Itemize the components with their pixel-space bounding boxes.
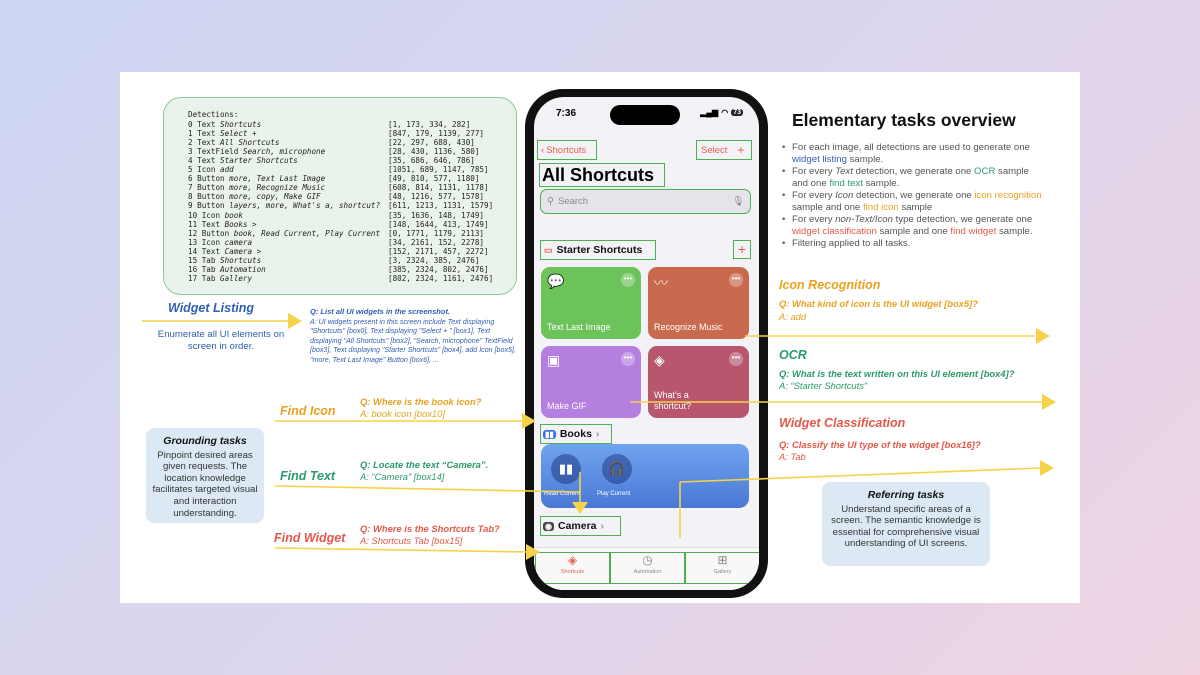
detection-type: Text <box>201 246 221 256</box>
clock-icon: ◷ <box>642 553 653 567</box>
detection-id: 10 <box>188 210 198 220</box>
detection-id: 3 <box>188 146 193 156</box>
detection-id: 17 <box>188 274 198 284</box>
detection-name: All Shortcuts <box>220 137 280 147</box>
detection-type: Icon <box>201 210 221 220</box>
detection-box: [611, 1213, 1131, 1579] <box>388 201 494 211</box>
detection-box: [3, 2324, 385, 2476] <box>388 256 480 265</box>
find-icon-label: Find Icon <box>280 404 336 418</box>
arrow-find-widget <box>275 548 530 552</box>
detection-id: 9 <box>188 201 193 211</box>
detection-type: Text <box>201 219 221 229</box>
books-label: Books <box>559 428 592 440</box>
arrowhead <box>522 413 536 429</box>
detection-name: Automation <box>220 265 266 275</box>
overview-bullet-hl2: find text <box>829 178 863 189</box>
more-icon[interactable]: ••• <box>621 352 635 366</box>
tab-label: Gallery <box>713 569 732 575</box>
book-icon: ▮▮ <box>545 429 554 439</box>
book-icon[interactable]: ▮▮ <box>551 454 581 484</box>
detection-id: 5 <box>188 165 193 175</box>
detection-id: 8 <box>188 192 193 202</box>
detection-box: [148, 1644, 413, 1749] <box>388 219 489 229</box>
detection-id: 1 <box>188 128 193 138</box>
chevron-left-icon: ‹ <box>541 144 545 156</box>
detection-name: layers, more, What's a, shortcut? <box>229 201 381 211</box>
detection-id: 13 <box>188 237 198 247</box>
detection-name: book, Read Current, Play Current <box>233 228 381 238</box>
overview-bullet-before2: detection, we generate one <box>852 166 975 177</box>
detection-type: Button <box>197 174 225 184</box>
battery-icon: 73 <box>733 109 741 116</box>
more-icon[interactable]: ••• <box>729 352 743 366</box>
detection-type: Tab <box>201 265 216 275</box>
chevron-right-icon: › <box>600 520 605 532</box>
overview-bullet-before: For every <box>792 190 836 201</box>
detection-type: Text <box>197 137 216 147</box>
page-title: All Shortcuts <box>539 163 665 187</box>
widget-classification-question: Q: Classify the UI type of the widget [box16]? <box>779 439 981 450</box>
arrowhead <box>288 313 302 329</box>
overview-bullet-hl: widget listing <box>792 154 847 165</box>
overview-bullet-mid: sample and one <box>792 202 863 213</box>
detection-box: [22, 297, 688, 430] <box>388 137 475 147</box>
detection-name: more, Recognize Music <box>229 183 326 193</box>
find-icon-question: Q: Where is the book icon? <box>360 396 482 407</box>
headphones-icon[interactable]: 🎧 <box>602 454 632 484</box>
overview-bullet-em: Text <box>835 166 853 177</box>
arrowhead <box>572 502 588 514</box>
detection-box: [35, 686, 646, 786] <box>388 155 475 165</box>
detection-id: 12 <box>188 228 198 238</box>
arrow-widget-classification <box>680 468 1042 482</box>
detection-type: Icon <box>201 237 221 247</box>
detection-box: [152, 2171, 457, 2272] <box>388 246 489 256</box>
overview-bullet-hl: OCR <box>974 166 996 177</box>
detection-id: 11 <box>188 219 198 229</box>
detection-id: 2 <box>188 137 193 147</box>
camera-label: Camera <box>557 520 597 532</box>
overview-bullet-mid: sample. <box>846 154 884 165</box>
detection-box: [385, 2324, 802, 2476] <box>388 265 489 275</box>
detection-box: [608, 814, 1131, 1178] <box>388 183 489 193</box>
find-text-question: Q: Locate the text “Camera”. <box>360 459 489 470</box>
detection-box: [1051, 689, 1147, 785] <box>388 165 489 175</box>
ocr-question: Q: What is the text written on this UI element [box4]? <box>779 368 1015 379</box>
detection-box: [48, 1216, 577, 1578] <box>388 192 485 202</box>
detection-id: 6 <box>188 174 193 184</box>
layers-icon: ◈ <box>654 352 665 368</box>
search-input[interactable]: Search <box>557 196 589 207</box>
detection-name: Search, microphone <box>242 146 326 156</box>
find-widget-label: Find Widget <box>274 531 346 545</box>
detection-name: Books > <box>224 219 257 229</box>
arrowhead <box>1042 394 1056 410</box>
arrowhead <box>1040 460 1054 476</box>
plus-icon: + <box>737 143 745 157</box>
overview-bullet-hl2: find icon <box>862 202 899 213</box>
find-widget-answer: A: Shortcuts Tab [box15] <box>360 535 463 546</box>
overview-bullet-hl2: find widget <box>950 226 997 237</box>
detection-type: Text <box>197 155 216 165</box>
detection-name: more, copy, Make GIF <box>229 192 321 202</box>
signal-icon: ▂▄▆ <box>700 108 719 117</box>
widget-listing-desc: Enumerate all UI elements on screen in order. <box>157 329 285 352</box>
add-icon[interactable]: + <box>733 240 751 259</box>
detection-type: Text <box>197 119 216 129</box>
detection-id: 0 <box>188 119 193 129</box>
detection-id: 7 <box>188 183 193 193</box>
detection-type: Button <box>197 183 225 193</box>
slide <box>120 72 1080 603</box>
detection-box: [802, 2324, 1161, 2476] <box>388 274 494 284</box>
overview-bullet-after: sample <box>898 202 933 213</box>
overview-bullet-mid: sample and one <box>876 226 951 237</box>
detection-id: 15 <box>188 256 198 265</box>
detection-box: [847, 179, 1139, 277] <box>388 128 485 138</box>
overview-title: Elementary tasks overview <box>792 110 1016 130</box>
referring-tasks-body: Understand specific areas of a screen. The semantic knowledge is essential for comprehensive visual understanding of UI screens. <box>831 503 981 550</box>
tile-label: Text Last Image <box>547 322 611 332</box>
detection-name: Camera > <box>224 246 262 256</box>
detection-type: Button <box>197 201 225 211</box>
find-widget-question: Q: Where is the Shortcuts Tab? <box>360 523 500 534</box>
grounding-tasks-title: Grounding tasks <box>163 435 247 447</box>
detection-name: Shortcuts <box>220 119 262 129</box>
overview-bullet-before: For every <box>792 166 836 177</box>
overview-bullet-after: sample. <box>862 178 900 189</box>
camera-icon: ◉ <box>545 521 552 531</box>
layers-icon: ◈ <box>567 553 578 567</box>
overview-bullet-before: For each image, all detections are used to generate one <box>792 142 1030 153</box>
ocr-label: OCR <box>779 348 807 362</box>
detection-id: 14 <box>188 246 198 256</box>
gallery-icon: ⊞ <box>717 553 728 567</box>
tile-label: Recognize Music <box>654 322 723 332</box>
widget-listing-question: Q: List all UI widgets in the screenshot. <box>310 307 451 316</box>
arrowhead <box>1036 328 1050 344</box>
grounding-tasks-body: Pinpoint desired areas given requests. The location knowledge facilitates targeted visual and interaction understanding. <box>152 449 258 519</box>
detection-box: [1, 173, 334, 282] <box>388 119 471 129</box>
widget-listing-answer: A: UI widgets present in this screen include Text displaying "Shortcuts" [box0], Text displaying "Select + " [box1], Text displaying "All Shortcuts" [box2], "Search, microphone" TextField [box3], Text displaying "Starter Shortcuts" [box4], add Icon [box5], "more, Text Last Image" Button [box6], ... <box>310 318 516 364</box>
overview-bullet-after: sample. <box>996 226 1033 237</box>
ocr-answer: A: “Starter Shortcuts” <box>779 380 868 391</box>
detection-box: [49, 810, 577, 1180] <box>388 174 480 184</box>
wifi-icon: ◠ <box>721 108 729 117</box>
overview-bullet-before2: detection, we generate one <box>853 190 975 201</box>
overview-bullet-hl: icon recognition <box>974 190 1042 201</box>
detection-type: Text <box>197 128 216 138</box>
detection-box: [0, 1771, 1179, 2113] <box>388 228 485 238</box>
detection-type: Tab <box>201 256 216 265</box>
overview-bullet-em: non-Text/Icon <box>835 214 893 225</box>
speech-bubble-icon: 💬 <box>547 273 565 289</box>
detection-name: Starter Shortcuts <box>220 155 298 165</box>
referring-tasks-title: Referring tasks <box>867 489 945 501</box>
more-icon[interactable]: ••• <box>729 273 743 287</box>
detection-type: Button <box>197 192 225 202</box>
chevron-right-icon: › <box>595 428 600 440</box>
select-button-label: Select <box>701 144 728 156</box>
detections-title: Detections: <box>188 110 239 119</box>
play-current-label: Play Current <box>597 491 631 497</box>
photos-icon: ▣ <box>547 352 561 368</box>
detection-box: [34, 2161, 152, 2278] <box>388 237 485 247</box>
detection-name: Shortcuts <box>220 256 262 265</box>
detection-type: Tab <box>201 274 216 284</box>
detection-id: 16 <box>188 265 198 275</box>
overview-bullet-before: Filtering applied to all tasks. <box>792 238 911 249</box>
search-icon: ⚲ <box>547 196 554 207</box>
detection-name: add <box>220 165 234 175</box>
icon-recognition-question: Q: What kind of icon is the UI widget [box5]? <box>779 298 978 309</box>
overview-bullet-hl: widget classification <box>792 226 877 237</box>
detection-box: [35, 1636, 148, 1749] <box>388 210 485 220</box>
read-current-label: Read Current <box>544 491 581 497</box>
icon-recognition-label: Icon Recognition <box>779 278 881 292</box>
widget-listing-label: Widget Listing <box>168 301 254 315</box>
arrowhead <box>526 544 540 560</box>
back-button-label: Shortcuts <box>546 144 587 156</box>
detection-name: Select + <box>220 128 257 138</box>
section-starter-label: Starter Shortcuts <box>556 244 643 256</box>
overview-bullet-em: Icon <box>835 190 854 201</box>
detection-id: 4 <box>188 155 193 165</box>
icon-recognition-answer: A: add <box>779 311 807 322</box>
status-time: 7:36 <box>556 108 577 119</box>
overview-bullet-mid: sample and one <box>792 166 1029 189</box>
detection-name: book <box>224 210 243 220</box>
widget-classification-label: Widget Classification <box>779 416 906 430</box>
waveform-icon: 〰 <box>654 275 668 291</box>
folder-icon: ▭ <box>544 244 553 255</box>
find-icon-answer: A: book icon [box10] <box>360 408 445 419</box>
detection-name: more, Text Last Image <box>229 174 326 184</box>
detection-type: Button <box>201 228 230 238</box>
overview-bullet-before: For every <box>792 214 836 225</box>
microphone-icon: 🎙 <box>731 196 744 207</box>
more-icon[interactable]: ••• <box>621 273 635 287</box>
tab-label: Automation <box>633 569 662 575</box>
detection-box: [28, 430, 1136, 580] <box>388 146 480 156</box>
overview-bullet-before2: type detection, we generate one <box>892 214 1033 225</box>
detection-name: camera <box>224 237 253 247</box>
arrow-find-text <box>275 486 580 492</box>
detection-type: TextField <box>197 146 239 156</box>
tile-label: What's a shortcut? <box>654 390 692 411</box>
detection-name: Gallery <box>220 274 253 284</box>
find-text-answer: A: “Camera” [box14] <box>360 471 445 482</box>
widget-classification-answer: A: Tab <box>779 451 806 462</box>
tab-label: Shortcuts <box>560 569 585 575</box>
detection-type: Icon <box>197 165 216 175</box>
arrows-overlay <box>120 72 1080 603</box>
find-text-label: Find Text <box>280 469 336 483</box>
tile-label: Make GIF <box>547 401 587 411</box>
